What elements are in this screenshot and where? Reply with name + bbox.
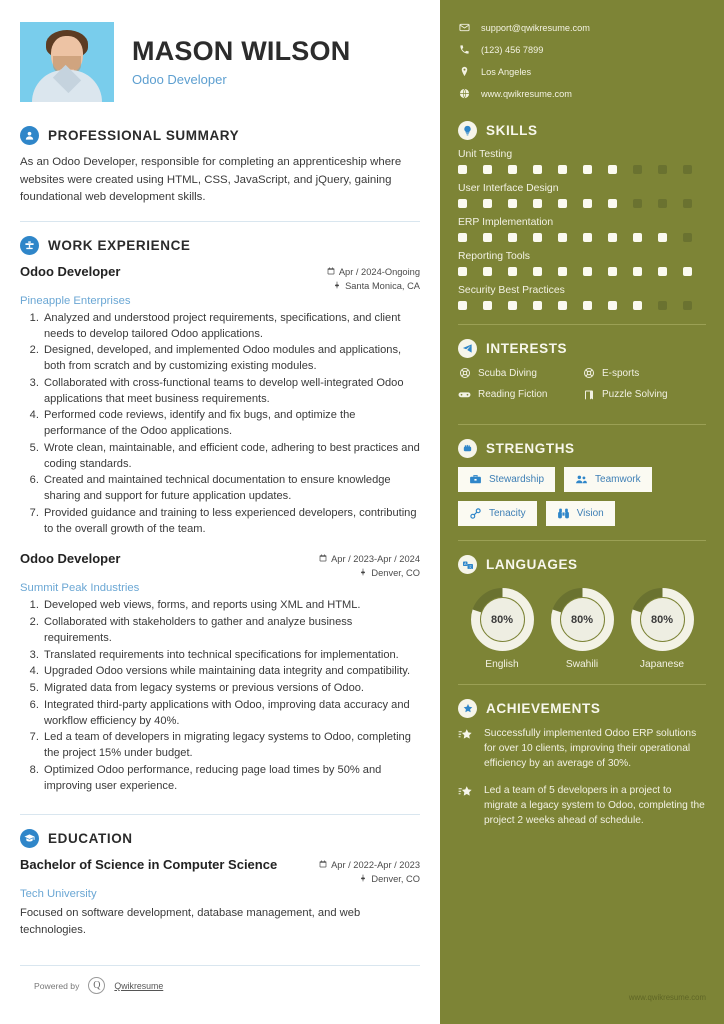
skill-dot-filled — [508, 301, 517, 310]
skill-dot-filled — [483, 267, 492, 276]
strength-chip — [458, 467, 555, 492]
language-percent: 80% — [490, 613, 514, 626]
job-bullet: 4. Performed code reviews, identify and fix bugs, and optimize the performance of the Odoo applications. — [42, 408, 420, 440]
contact-email-text: support@qwikresume.com — [481, 22, 590, 33]
skill-item — [458, 285, 706, 310]
strength-label: Teamwork — [595, 474, 641, 485]
interest-item — [582, 367, 706, 379]
summary-text: As an Odoo Developer, responsible for completing an apprenticeship where websites were created using HTML, CSS, JavaScript, and jQuery, gaining foundational web development skills. — [20, 156, 402, 204]
link-icon — [469, 507, 482, 520]
divider — [458, 424, 706, 425]
job-title: Odoo Developer — [20, 264, 121, 280]
strength-chip — [546, 501, 615, 526]
section-title-strengths: STRENGTHS — [486, 441, 575, 456]
job-bullet: 7. Led a team of developers in migrating legacy systems to Odoo, completing the project 15% under budget. — [42, 730, 420, 762]
language-progress-ring — [630, 587, 695, 652]
language-percent: 80% — [570, 613, 594, 626]
skill-dot-filled — [483, 199, 492, 208]
interest-item — [458, 367, 582, 379]
interest-label: Reading Fiction — [478, 389, 548, 400]
education-dates: Apr / 2022-Apr / 2023 — [331, 860, 420, 871]
calendar-icon — [327, 266, 335, 280]
skill-dot-filled — [483, 165, 492, 174]
skill-dot-filled — [533, 199, 542, 208]
skill-item — [458, 149, 706, 174]
strengths-list — [458, 467, 706, 526]
skill-dot-empty — [683, 199, 692, 208]
section-title-skills: SKILLS — [486, 123, 538, 138]
job-title: Odoo Developer — [20, 551, 121, 567]
section-title-achievements: ACHIEVEMENTS — [486, 701, 601, 716]
users-icon — [575, 473, 588, 486]
language-percent: 80% — [650, 613, 674, 626]
skill-dot-filled — [608, 199, 617, 208]
achievement-item — [458, 784, 706, 828]
skill-dot-filled — [533, 233, 542, 242]
job-company: Pineapple Enterprises — [20, 294, 131, 307]
job-dates-row — [319, 553, 420, 567]
skill-dot-filled — [633, 233, 642, 242]
skill-dot-filled — [558, 165, 567, 174]
skill-dot-filled — [533, 267, 542, 276]
skill-item — [458, 217, 706, 242]
skill-item — [458, 183, 706, 208]
svg-text:A: A — [463, 561, 466, 566]
powered-by-label: Powered by — [34, 980, 80, 991]
interest-item — [458, 388, 582, 401]
divider — [20, 221, 420, 222]
job-company: Summit Peak Industries — [20, 582, 140, 595]
skill-dot-filled — [558, 233, 567, 242]
skill-level-dots — [458, 165, 706, 174]
skill-dot-filled — [583, 233, 592, 242]
skill-dot-filled — [483, 233, 492, 242]
strength-label: Vision — [576, 508, 604, 519]
skills-list — [458, 149, 706, 310]
skill-level-dots — [458, 199, 706, 208]
language-progress-ring — [470, 587, 535, 652]
job-bullet: 5. Wrote clean, maintainable, and efficient code, adhering to best practices and coding standards. — [42, 441, 420, 473]
skill-dot-empty — [658, 199, 667, 208]
job-bullets — [20, 311, 420, 538]
skill-dot-empty — [633, 165, 642, 174]
skill-name: Security Best Practices — [458, 285, 565, 296]
interest-label: Scuba Diving — [478, 367, 537, 379]
envelope-icon — [458, 22, 470, 33]
skill-dot-filled — [608, 233, 617, 242]
paper-plane-icon — [458, 339, 477, 358]
job-bullet: 2. Designed, developed, and implemented Odoo modules and applications, both from scratch and by customizing existing modules. — [42, 343, 420, 375]
skill-dot-filled — [558, 267, 567, 276]
section-title-languages: LANGUAGES — [486, 557, 578, 572]
job-dates: Apr / 2024-Ongoing — [338, 267, 420, 278]
job-location-row — [327, 280, 420, 294]
divider — [458, 324, 706, 325]
achievement-item — [458, 727, 706, 771]
achievements-section — [458, 699, 706, 829]
job-bullet: 7. Provided guidance and training to less experienced developers, contributing to the overall growth of the team. — [42, 506, 420, 538]
section-header-languages — [458, 555, 706, 574]
divider — [20, 814, 420, 815]
job-bullet: 6. Integrated third-party applications with Odoo, improving data accuracy and workflow efficiency by 40%. — [42, 698, 420, 730]
section-header-strengths — [458, 439, 706, 458]
skill-dot-filled — [508, 267, 517, 276]
skill-dot-filled — [458, 267, 467, 276]
section-title-work: WORK EXPERIENCE — [48, 238, 191, 254]
skill-dot-filled — [583, 267, 592, 276]
languages-list — [458, 583, 706, 670]
skill-name: Unit Testing — [458, 149, 513, 160]
skill-dot-empty — [683, 165, 692, 174]
lifebuoy-icon — [582, 367, 595, 379]
language-item — [542, 587, 622, 670]
skill-dot-filled — [458, 199, 467, 208]
contact-phone[interactable] — [458, 44, 706, 55]
job-location: Santa Monica, CA — [345, 280, 420, 291]
strength-label: Tenacity — [489, 508, 526, 519]
skill-name: User Interface Design — [458, 183, 559, 194]
job-bullet: 6. Created and maintained technical documentation to ensure knowledge sharing and support for future application updates. — [42, 473, 420, 505]
skill-dot-filled — [558, 199, 567, 208]
education-dates-row — [319, 859, 420, 873]
education-location: Denver, CO — [371, 874, 420, 885]
section-header-education — [20, 829, 420, 848]
contact-phone-text: (123) 456 7899 — [481, 44, 544, 55]
calendar-icon — [319, 553, 327, 567]
skill-dot-filled — [583, 165, 592, 174]
job-bullet: 2. Collaborated with stakeholders to gather and analyze business requirements. — [42, 615, 420, 647]
resume-header — [20, 22, 420, 102]
map-pin-icon — [359, 873, 367, 887]
interest-label: E-sports — [602, 367, 640, 379]
section-title-summary: PROFESSIONAL SUMMARY — [48, 128, 240, 143]
section-header-skills — [458, 121, 706, 140]
job-location: Denver, CO — [371, 568, 420, 579]
briefcase-icon — [20, 236, 39, 255]
translate-icon — [458, 555, 477, 574]
language-name: Swahili — [565, 659, 599, 670]
section-title-interests: INTERESTS — [486, 341, 568, 356]
language-name: Japanese — [639, 659, 685, 670]
achievement-text: Led a team of 5 developers in a project to migrate a legacy system to Odoo, completing the project 2 weeks ahead of schedule. — [484, 785, 705, 826]
skill-dot-empty — [658, 301, 667, 310]
job-bullet: 5. Migrated data from legacy systems or previous versions of Odoo. — [42, 681, 420, 697]
education-description: Focused on software development, database management, and web technologies. — [20, 907, 361, 936]
strength-chip — [564, 467, 652, 492]
divider — [458, 540, 706, 541]
divider — [458, 684, 706, 685]
job-bullet: 3. Collaborated with cross-functional teams to develop well-integrated Odoo applications that meet business requirements. — [42, 376, 420, 408]
strengths-section — [458, 439, 706, 526]
candidate-role: Odoo Developer — [132, 71, 227, 87]
person-icon — [20, 126, 39, 145]
section-title-education: EDUCATION — [48, 831, 133, 847]
skill-dot-filled — [508, 233, 517, 242]
education-entry — [20, 857, 420, 938]
briefcase-icon — [469, 473, 482, 486]
map-pin-icon — [359, 567, 367, 581]
skill-dot-filled — [608, 301, 617, 310]
skill-dot-filled — [458, 233, 467, 242]
map-pin-icon — [333, 280, 341, 294]
skill-name: Reporting Tools — [458, 251, 531, 262]
contact-email[interactable] — [458, 22, 706, 33]
skill-dot-empty — [633, 199, 642, 208]
location-pin-icon — [458, 66, 470, 77]
binoculars-icon — [557, 507, 570, 520]
calendar-icon — [319, 859, 327, 873]
skill-item — [458, 251, 706, 276]
divider — [20, 965, 420, 966]
contact-location-text: Los Angeles — [481, 66, 532, 77]
skill-dot-empty — [683, 301, 692, 310]
job-bullet: 1. Developed web views, forms, and reports using XML and HTML. — [42, 598, 420, 614]
fist-icon — [458, 439, 477, 458]
skill-dot-filled — [608, 165, 617, 174]
skill-dot-filled — [458, 301, 467, 310]
language-item — [462, 587, 542, 670]
skill-dot-filled — [508, 165, 517, 174]
achievements-list — [458, 727, 706, 829]
sidebar-footer-url: www.qwikresume.com — [628, 993, 706, 1002]
skill-dot-filled — [508, 199, 517, 208]
job-bullet: 4. Upgraded Odoo versions while maintaining data integrity and compatibility. — [42, 664, 420, 680]
skill-dot-empty — [683, 233, 692, 242]
section-header-summary — [20, 126, 420, 145]
skill-name: ERP Implementation — [458, 217, 554, 228]
powered-by-footer — [34, 977, 163, 994]
strength-chip — [458, 501, 537, 526]
interest-label: Puzzle Solving — [602, 389, 668, 400]
shooting-star-icon — [458, 727, 474, 771]
section-header-achievements — [458, 699, 706, 718]
shooting-star-icon — [458, 784, 474, 828]
job-bullets — [20, 598, 420, 794]
contact-list — [458, 22, 706, 99]
lightbulb-icon — [458, 121, 477, 140]
skill-dot-filled — [683, 267, 692, 276]
sidebar-column — [440, 0, 724, 1024]
job-bullet: 1. Analyzed and understood project requirements, specifications, and client needs to develop tailored Odoo applications. — [42, 311, 420, 343]
skill-level-dots — [458, 233, 706, 242]
interest-item — [582, 388, 706, 401]
interests-list — [458, 367, 706, 410]
phone-icon — [458, 44, 470, 55]
skills-section — [458, 121, 706, 310]
school-name: Tech University — [20, 888, 97, 901]
skill-dot-filled — [608, 267, 617, 276]
job-dates-row — [327, 266, 420, 280]
degree-title: Bachelor of Science in Computer Science — [20, 857, 278, 873]
skill-dot-filled — [633, 301, 642, 310]
skill-dot-empty — [658, 165, 667, 174]
skill-dot-filled — [633, 267, 642, 276]
graduation-icon — [20, 829, 39, 848]
strength-label: Stewardship — [489, 474, 545, 485]
education-location-row — [319, 873, 420, 887]
achievement-text: Successfully implemented Odoo ERP solutions for over 10 clients, improving their operational efficiency by an average of 30%. — [484, 728, 697, 769]
skill-dot-filled — [458, 165, 467, 174]
svg-text:文: 文 — [468, 564, 472, 569]
skill-level-dots — [458, 267, 706, 276]
qwikresume-link[interactable]: Qwikresume — [114, 980, 164, 991]
contact-location — [458, 66, 706, 77]
contact-website[interactable] — [458, 88, 706, 99]
profile-photo — [20, 22, 114, 102]
job-location-row — [319, 567, 420, 581]
lifebuoy-icon — [458, 367, 471, 379]
candidate-name: MASON WILSON — [132, 36, 351, 67]
skill-dot-filled — [558, 301, 567, 310]
work-entry — [20, 551, 420, 794]
skill-dot-filled — [533, 301, 542, 310]
language-name: English — [485, 659, 519, 670]
star-badge-icon — [458, 699, 477, 718]
section-header-work — [20, 236, 420, 255]
interests-section — [458, 339, 706, 410]
skill-dot-filled — [658, 233, 667, 242]
gamepad-icon — [458, 388, 471, 401]
job-dates: Apr / 2023-Apr / 2024 — [331, 554, 420, 565]
skill-dot-filled — [533, 165, 542, 174]
globe-icon — [458, 88, 470, 99]
job-bullet: 8. Optimized Odoo performance, reducing page load times by 50% and improving user experience. — [42, 763, 420, 795]
book-icon — [582, 389, 595, 401]
language-item — [622, 587, 702, 670]
languages-section — [458, 555, 706, 670]
language-progress-ring — [550, 587, 615, 652]
skill-dot-filled — [658, 267, 667, 276]
section-header-interests — [458, 339, 706, 358]
job-bullet: 3. Translated requirements into technical specifications for implementation. — [42, 648, 420, 664]
work-entry — [20, 264, 420, 537]
skill-dot-filled — [483, 301, 492, 310]
contact-website-text: www.qwikresume.com — [481, 88, 572, 99]
skill-dot-filled — [583, 301, 592, 310]
skill-level-dots — [458, 301, 706, 310]
qwikresume-logo-icon: Q — [88, 977, 105, 994]
skill-dot-filled — [583, 199, 592, 208]
